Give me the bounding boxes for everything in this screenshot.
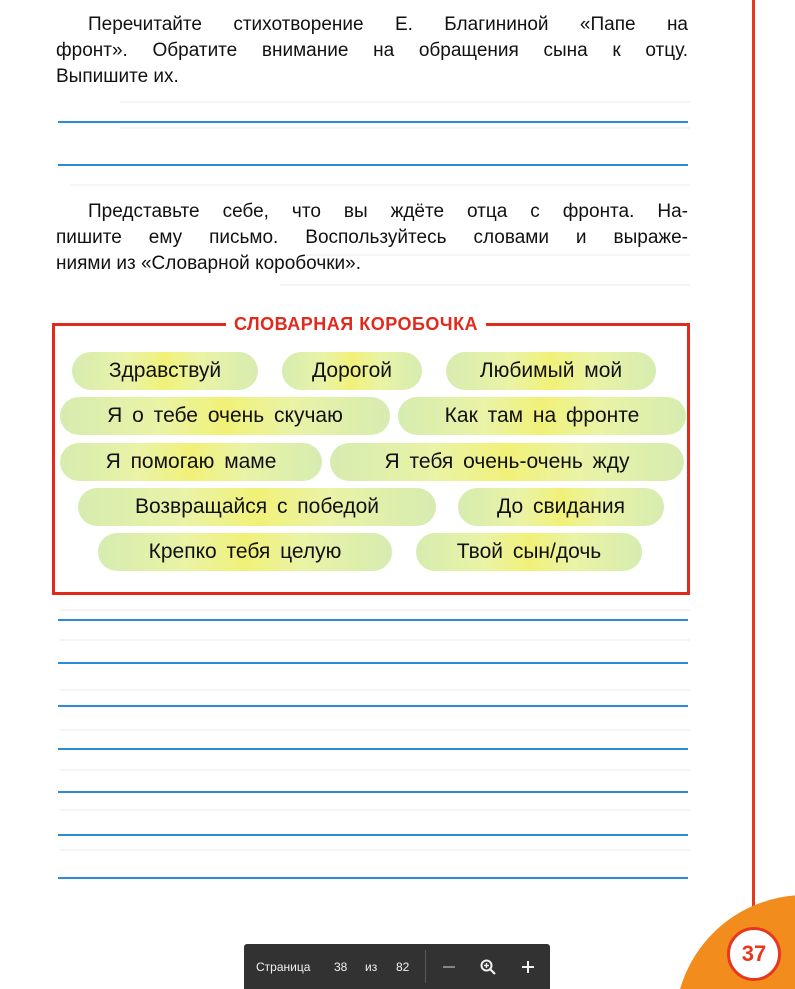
current-page-input[interactable]: 38 bbox=[334, 960, 348, 974]
task-1-line: Выпишите их. bbox=[56, 66, 179, 87]
page-number: 37 bbox=[727, 927, 781, 981]
answer-line[interactable] bbox=[58, 164, 688, 166]
vocab-phrase: Я о тебе очень скучаю bbox=[60, 397, 390, 435]
vocab-phrase: Дорогой bbox=[282, 352, 422, 390]
task-2-text bbox=[56, 199, 688, 277]
letter-line[interactable] bbox=[58, 662, 688, 664]
letter-line[interactable] bbox=[58, 748, 688, 750]
zoom-search-icon bbox=[479, 958, 497, 976]
task-2-line: ниями из «Словарной коробочки». bbox=[56, 253, 362, 274]
task-1-line: Перечитайте стихотворение Е. Благининой «Папе на bbox=[88, 14, 688, 35]
vocab-phrase: Я помогаю маме bbox=[60, 443, 322, 481]
page-label: Страница bbox=[256, 960, 311, 974]
vocab-phrase: Я тебя очень-очень жду bbox=[330, 443, 684, 481]
zoom-out-button[interactable] bbox=[437, 955, 461, 979]
fit-zoom-button[interactable] bbox=[476, 955, 500, 979]
margin-rule bbox=[752, 0, 755, 930]
plus-icon bbox=[519, 958, 537, 976]
vocab-phrase: До свидания bbox=[458, 488, 664, 526]
of-label: из bbox=[365, 960, 378, 974]
task-1-text bbox=[56, 12, 688, 90]
letter-line[interactable] bbox=[58, 877, 688, 879]
letter-line[interactable] bbox=[58, 619, 688, 621]
zoom-in-button[interactable] bbox=[516, 955, 540, 979]
vocab-phrase: Твой сын/дочь bbox=[416, 533, 642, 571]
total-pages: 82 bbox=[396, 960, 410, 974]
vocab-phrase: Крепко тебя целую bbox=[98, 533, 392, 571]
task-2-line: Представьте себе, что вы ждёте отца с фронта. На- bbox=[88, 201, 688, 222]
vocab-box-title: СЛОВАРНАЯ КОРОБОЧКА bbox=[226, 313, 486, 335]
vocab-phrase: Любимый мой bbox=[446, 352, 656, 390]
letter-line[interactable] bbox=[58, 791, 688, 793]
answer-line[interactable] bbox=[58, 121, 688, 123]
letter-line[interactable] bbox=[58, 834, 688, 836]
letter-line[interactable] bbox=[58, 705, 688, 707]
minus-icon bbox=[440, 958, 458, 976]
vocab-phrase: Как там на фронте bbox=[398, 397, 686, 435]
pdf-viewer-toolbar bbox=[244, 944, 550, 989]
task-2-line: пишите ему письмо. Воспользуйтесь словами и выраже- bbox=[56, 227, 688, 248]
task-1-line: фронт». Обратите внимание на обращения сына к отцу. bbox=[56, 40, 688, 61]
vocab-phrase: Возвращайся с победой bbox=[78, 488, 436, 526]
vocab-phrase: Здравствуй bbox=[72, 352, 258, 390]
toolbar-divider bbox=[425, 950, 426, 983]
